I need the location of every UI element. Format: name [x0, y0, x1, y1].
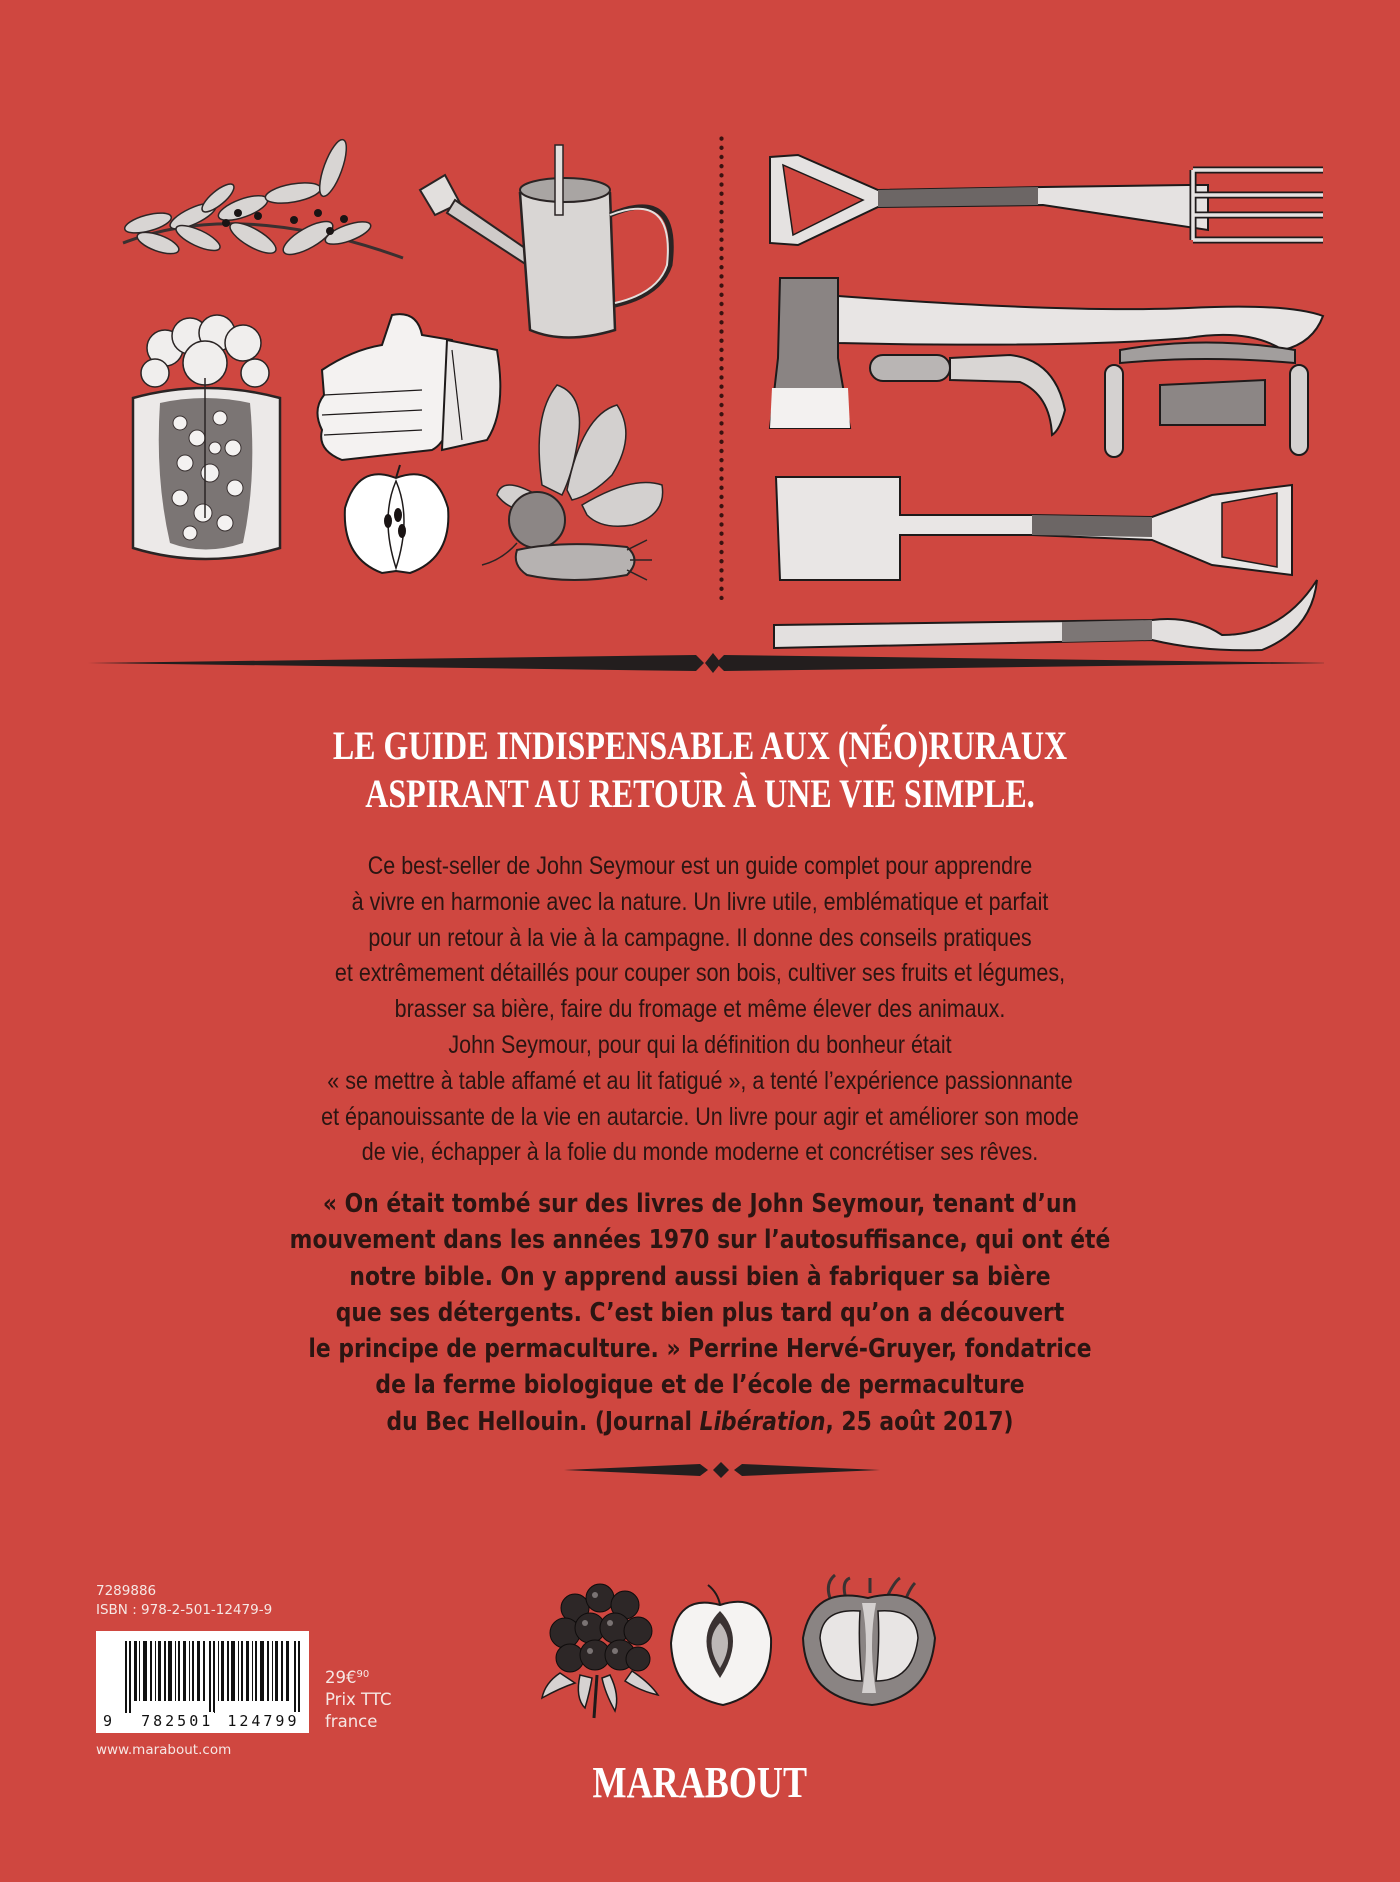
product-code: 7289886: [96, 1583, 157, 1599]
quote-line: « On était tombé sur des livres de John Seymour, tenant d’un: [322, 1189, 1078, 1219]
barcode-group-1: 782501: [141, 1712, 214, 1730]
spade-illustration: [772, 475, 1302, 585]
ornamental-divider-main: [84, 650, 1324, 676]
press-quote: [0, 1186, 1400, 1440]
quote-line: notre bible. On y apprend aussi bien à fabriquer sa bière: [349, 1261, 1051, 1292]
description-line: et extrêmement détaillés pour couper son bois, cultiver ses fruits et légumes,: [334, 959, 1066, 988]
pruning-knife-illustration: [870, 350, 1070, 435]
description-line: à vivre en harmonie avec la nature. Un livre utile, emblématique et parfait: [351, 887, 1049, 916]
ornamental-divider-small: [562, 1460, 882, 1480]
headline-line-1: LE GUIDE INDISPENSABLE AUX (NÉO)RURAUX: [332, 723, 1068, 768]
quote-source-line: [112, 1404, 1288, 1440]
barcode-group-2: 124799: [227, 1712, 300, 1730]
quote-source-prefix: du Bec Hellouin. (Journal: [386, 1406, 700, 1437]
drawknife-illustration: [1100, 335, 1312, 460]
bay-laurel-branch-illustration: [118, 138, 410, 266]
price: [325, 1664, 391, 1689]
billhook-illustration: [772, 580, 1322, 655]
publisher-website[interactable]: www.marabout.com: [96, 1742, 232, 1758]
quote-line: le principe de permaculture. » Perrine Hervé-Gruyer, fondatrice: [308, 1334, 1092, 1365]
book-description: [0, 849, 1400, 1171]
description-line: « se mettre à table affamé et au lit fatigué », a tenté l’expérience passionnante: [327, 1066, 1073, 1095]
price-label: Prix TTC: [325, 1690, 392, 1709]
price-cents: 90: [356, 1669, 370, 1680]
blackberry-illustration: [540, 1583, 662, 1718]
barcode: [96, 1631, 309, 1733]
barcode-bars: [125, 1641, 300, 1713]
price-country: france: [325, 1712, 378, 1731]
halved-apple-illustration: [340, 463, 453, 575]
headline: [0, 722, 1400, 818]
publisher-name: MARABOUT: [592, 1758, 808, 1807]
isbn: ISBN : 978-2-501-12479-9: [96, 1602, 273, 1618]
description-line: John Seymour, pour qui la définition du bonheur était: [448, 1030, 952, 1059]
quote-source-date: , 25 août 2017): [825, 1406, 1014, 1437]
description-line: de vie, échapper à la folie du monde moderne et concrétiser ses rêves.: [361, 1138, 1039, 1167]
headline-line-2: ASPIRANT AU RETOUR À UNE VIE SIMPLE.: [365, 771, 1035, 816]
barcode-first-digit: 9: [103, 1712, 116, 1730]
dotted-separator: [719, 134, 724, 600]
description-line: brasser sa bière, faire du fromage et même élever des animaux.: [394, 995, 1006, 1024]
price-main: 29€: [325, 1668, 357, 1687]
description-line: et épanouissante de la vie en autarcie. Un livre pour agir et améliorer son mode: [321, 1102, 1079, 1131]
halved-peach-illustration: [668, 1583, 774, 1708]
halved-tomato-illustration: [800, 1573, 938, 1708]
digging-fork-illustration: [768, 145, 1328, 250]
tin-can-planter-illustration: [125, 318, 287, 568]
barcode-digits: [102, 1712, 303, 1730]
quote-line: que ses détergents. C’est bien plus tard qu’on a découvert: [335, 1297, 1065, 1328]
quote-line: mouvement dans les années 1970 sur l’autosuffisance, qui ont été: [289, 1225, 1111, 1256]
description-line: pour un retour à la vie à la campagne. Il donne des conseils pratiques: [368, 923, 1032, 952]
description-line: Ce best-seller de John Seymour est un guide complet pour apprendre: [367, 852, 1033, 880]
quote-source-publication: Libération: [699, 1406, 826, 1437]
price-block: [325, 1664, 391, 1733]
radishes-illustration: [462, 375, 680, 583]
quote-line: de la ferme biologique et de l’école de permaculture: [375, 1370, 1025, 1401]
publisher-logo: [0, 1758, 1400, 1808]
